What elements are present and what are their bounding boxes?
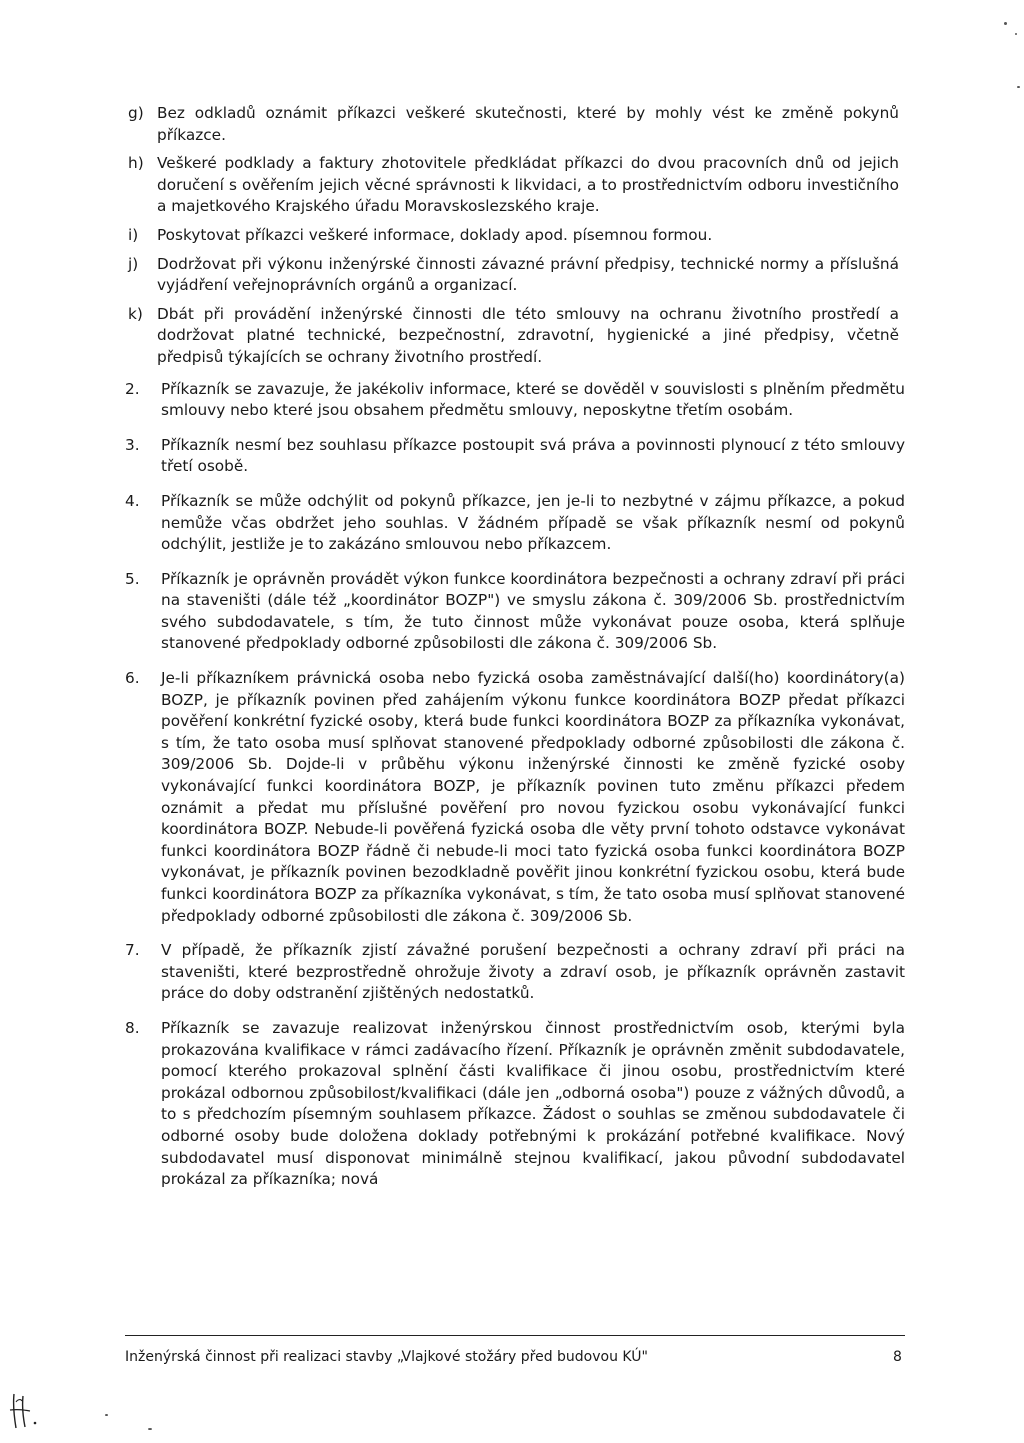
footer-divider: [125, 1335, 905, 1336]
subitem-k: [125, 304, 905, 369]
clause-5: [125, 569, 905, 655]
footer-title: Inženýrská činnost při realizaci stavby „Vlajkové stožáry před budovou KÚ": [125, 1349, 648, 1365]
subitem-i: [125, 225, 905, 247]
subitem-g: [125, 103, 905, 146]
subitem-text: Poskytovat příkazci veškeré informace, doklady apod. písemnou formou.: [157, 225, 713, 244]
clause-text: Příkazník nesmí bez souhlasu příkazce postoupit svá práva a povinnosti plynoucí z této smlouvy třetí osobě.: [161, 435, 905, 476]
scan-speck: [1017, 86, 1020, 88]
clause-number: 3.: [125, 435, 140, 454]
document-body: [125, 103, 905, 1204]
scan-speck: [1015, 33, 1017, 35]
clause-text: Příkazník se zavazuje, že jakékoliv informace, které se dověděl v souvislosti s plněním předmětu smlouvy nebo které jsou obsahem předmětu smlouvy, neposkytne třetím osobám.: [161, 379, 905, 420]
page-number: 8: [893, 1349, 902, 1365]
clause-3: [125, 435, 905, 478]
subitem-text: Veškeré podklady a faktury zhotovitele předkládat příkazci do dvou pracovních dnů od jejich doručení s ověřením jejich věcné správnosti k likvidaci, a to prostřednictvím odboru investičního a majetkového Krajského úřadu Moravskoslezského kraje.: [157, 154, 899, 216]
scan-speck: [105, 1414, 108, 1416]
subitem-j: [125, 254, 905, 297]
clause-6: [125, 668, 905, 927]
clause-text: V případě, že příkazník zjistí závažné porušení bezpečnosti a ochrany zdraví při práci na staveništi, které bezprostředně ohrožuje životy a zdraví osob, je příkazník oprávněn zastavit práce do doby odstranění zjištěných nedostatků.: [161, 941, 905, 1003]
clause-8: [125, 1018, 905, 1191]
subitem-marker: k): [128, 304, 143, 323]
scan-speck: [148, 1428, 152, 1430]
handwritten-initials: [8, 1390, 42, 1430]
subitem-text: Bez odkladů oznámit příkazci veškeré skutečnosti, které by mohly vést ke změně pokynů příkazce.: [157, 104, 899, 144]
clause-number: 4.: [125, 491, 140, 510]
clause-4: [125, 491, 905, 556]
clause-text: Příkazník se zavazuje realizovat inženýrskou činnost prostřednictvím osob, kterými byla prokazována kvalifikace v rámci zadávacího řízení. Příkazník je oprávněn změnit subdodavatele, pomocí kterého prokazoval splnění části kvalifikace či jinou osobu, prostřednictvím které prokázal odbornou způsobilost/kvalifikaci (dále jen „odborná osoba") pouze z vážných důvodů, a to s předchozím písemným souhlasem příkazce. Žádost o souhlas se změnou subdodavatele či odborné osoby bude doložena doklady potřebnými k prokázání potřebné kvalifikace. Nový subdodavatel musí disponovat minimálně stejnou kvalifikací, jakou původní subdodavatel prokázal za příkazníka; nová: [161, 1018, 905, 1189]
subitem-text: Dbát při provádění inženýrské činnosti dle této smlouvy na ochranu životního prostředí a dodržovat platné technické, bezpečnostní, zdravotní, hygienické a jiné předpisy, včetně předpisů týkajících se ochrany životního prostředí.: [157, 304, 899, 366]
clause-7: [125, 940, 905, 1005]
subitem-marker: h): [128, 154, 144, 173]
subitem-marker: i): [128, 225, 139, 244]
clause-text: Příkazník je oprávněn provádět výkon funkce koordinátora bezpečnosti a ochrany zdraví při práci na staveništi (dále též „koordinátor BOZP") ve smyslu zákona č. 309/2006 Sb. prostřednictvím svého subdodavatele, s tím, že tuto činnost může vykonávat pouze osoba, která splňuje stanovené předpoklady odborné způsobilosti dle zákona č. 309/2006 Sb.: [161, 569, 905, 653]
clause-2: [125, 379, 905, 422]
scan-speck: [1004, 22, 1007, 25]
clause-text: Je-li příkazníkem právnická osoba nebo fyzická osoba zaměstnávající další(ho) koordinátory(a) BOZP, je příkazník povinen před zahájením výkonu funkce koordinátora BOZP předat příkazci pověření konkrétní fyzické osoby, která bude funkci koordinátora BOZP za příkazníka vykonávat, s tím, že tato osoba musí splňovat stanovené předpoklady odborné způsobilosti dle zákona č. 309/2006 Sb. Dojde-li v průběhu výkonu inženýrské činnosti ke změně fyzické osoby vykonávající funkci koordinátora BOZP, je příkazník povinen tuto změnu příkazci předem oznámit a předat mu příslušné pověření pro novou fyzickou osobu vykonávající funkci koordinátora BOZP. Nebude-li pověřená fyzická osoba dle věty první tohoto odstavce vykonávat funkci koordinátora BOZP řádně či nebude-li moci tato fyzická osoba funkci koordinátora BOZP vykonávat, je příkazník povinen bezodkladně pověřit jinou konkrétní fyzickou osobu, která bude funkci koordinátora BOZP za příkazníka vykonávat, s tím, že tato osoba musí splňovat stanovené předpoklady odborné způsobilosti dle zákona č. 309/2006 Sb.: [161, 669, 905, 925]
clause-text: Příkazník se může odchýlit od pokynů příkazce, jen je-li to nezbytné v zájmu příkazce, a pokud nemůže včas obdržet jeho souhlas. V žádném případě se však příkazník nesmí od pokynů odchýlit, jestliže je to zakázáno smlouvou nebo příkazcem.: [161, 491, 905, 554]
clause-number: 8.: [125, 1018, 140, 1037]
subitem-h: [125, 153, 905, 218]
clause-number: 2.: [125, 379, 140, 398]
subitem-marker: j): [128, 254, 139, 273]
subitem-text: Dodržovat při výkonu inženýrské činnosti závazné právní předpisy, technické normy a příslušná vyjádření veřejnoprávních orgánů a organizací.: [157, 254, 899, 295]
clause-number: 7.: [125, 941, 140, 960]
clause-number: 6.: [125, 669, 140, 688]
subitem-marker: g): [128, 104, 144, 122]
clause-number: 5.: [125, 569, 140, 588]
